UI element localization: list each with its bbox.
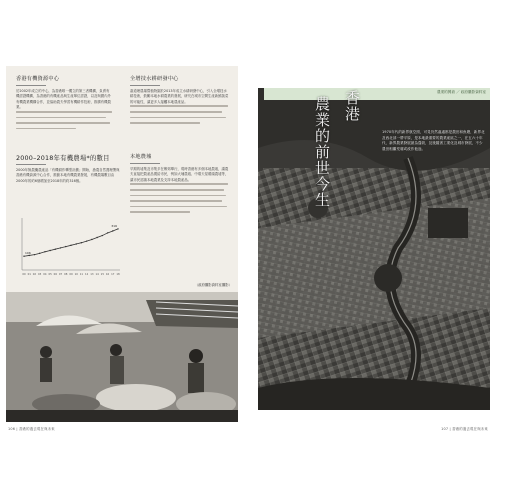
data-point	[112, 230, 113, 231]
data-point	[86, 240, 87, 241]
title-column-1: 香港	[343, 90, 361, 122]
data-point	[34, 254, 35, 255]
section-header-band	[264, 88, 490, 100]
page-folio-left: 106 | 香港的過去現在與未來	[8, 427, 55, 431]
section-heading: 全增技水耕研發中心	[130, 76, 179, 82]
section-heading: 香港有機資源中心	[16, 76, 60, 82]
x-tick-label: 01	[27, 273, 31, 276]
x-tick-label: 11	[79, 273, 84, 276]
section-chart	[16, 154, 120, 184]
page-folio-right: 107 | 香港的過去現在與未來	[441, 427, 488, 431]
organic-farm-line-chart	[16, 216, 124, 280]
x-tick-label: 07	[58, 273, 63, 276]
text-lines	[16, 111, 112, 129]
x-tick-label: 10	[74, 273, 78, 276]
section-heading: 本地農墟	[130, 154, 152, 160]
heading-rule	[16, 85, 46, 86]
x-tick-label: 03	[38, 273, 42, 276]
series-line	[24, 229, 118, 256]
section-text: 於2002年成立的中心，為香港唯一獨立的第三者機構，負責有機認證機構，為香港的有機產品與生產單位認證，以及與國內外有機農業機構合作，並協助農夫學習有機耕作技術，推廣有機農業。	[16, 88, 111, 110]
x-tick-label: 15	[100, 273, 104, 276]
x-tick-label: 14	[95, 273, 99, 276]
heading-rule	[16, 164, 46, 165]
x-tick-label: 04	[43, 273, 47, 276]
section-text: 早期的墟集及市集多在鄉郊舉行，現時香港有多個本地農墟，讓農夫直接把農產品賣給市民，例如大埔農墟、中環天星碼頭農墟等，讓市民認識本地農業及支持本地農產品。	[130, 166, 229, 182]
data-point	[81, 242, 82, 243]
data-point	[107, 232, 108, 233]
data-point	[76, 243, 77, 244]
text-lines	[130, 105, 230, 123]
data-point	[70, 245, 71, 246]
section-hydroponics	[130, 76, 230, 128]
intro-paragraph: 1970年代的新界航空照，可見仍然處處都是農田和魚塘，新界北及西北部一帶平原，是本地最重要的農業產區之一，在五六十年代，新界農業發展最為蓬勃，及後隨著工業化及城市發展，不少農田相繼荒廢或改作他途。	[382, 130, 485, 151]
band-text: 農業的興衰 ／ 政府攝影資料室	[436, 90, 486, 94]
data-point	[102, 235, 103, 236]
section-organic-centre	[16, 76, 112, 133]
heading-rule	[130, 163, 160, 164]
section-text: 嘉道理農場暨植物園於2013年成立水耕研發中心，引入全增技水耕技術，鼓勵本地水耕農業的發展，研究在城市空間生產新鮮蔬菜的可能性，讓更多人接觸本地農產品。	[130, 88, 229, 104]
x-tick-label: 05	[48, 273, 52, 276]
chart-plot-area	[22, 224, 120, 276]
section-text: 2000年無農藥農產品「有機耕作轉型計劃」開始，漁農自然護理署與香港有機資源中心合作，推動本地有機農業發展，有機農場數目由2000年的約6個增加至2018年的約316個。	[16, 167, 120, 183]
section-farmers-market	[130, 154, 230, 217]
text-lines	[130, 183, 230, 213]
data-point	[60, 247, 61, 248]
heading-rule	[130, 85, 160, 86]
title-column-2: 農業的前世今生	[313, 96, 331, 208]
x-tick-label: 16	[105, 273, 110, 276]
left-page	[6, 66, 238, 422]
x-tick-label: 17	[111, 273, 115, 276]
data-point	[23, 256, 24, 257]
data-point	[44, 251, 45, 252]
market-photo-art	[6, 292, 238, 422]
data-point	[91, 239, 92, 240]
data-point	[96, 237, 97, 238]
data-point	[55, 249, 56, 250]
data-point	[49, 250, 50, 251]
x-tick-label: 00	[22, 273, 26, 276]
x-tick-label: 09	[69, 273, 73, 276]
last-value-label: 316	[111, 223, 117, 228]
first-value-label: 106	[25, 251, 31, 256]
data-point	[117, 228, 118, 229]
x-tick-label: 13	[90, 273, 94, 276]
photo-caption: （政府攝影資料室攝影）	[194, 283, 232, 287]
x-tick-label: 08	[64, 273, 68, 276]
market-photo	[6, 292, 238, 422]
x-tick-label: 02	[32, 273, 37, 276]
x-tick-label: 18	[116, 273, 120, 276]
chart-title: 2000–2018年有機農場*的數目	[16, 154, 110, 162]
x-tick-label: 12	[85, 273, 89, 276]
data-point	[65, 246, 66, 247]
x-tick-label: 06	[53, 273, 57, 276]
data-point	[39, 253, 40, 254]
